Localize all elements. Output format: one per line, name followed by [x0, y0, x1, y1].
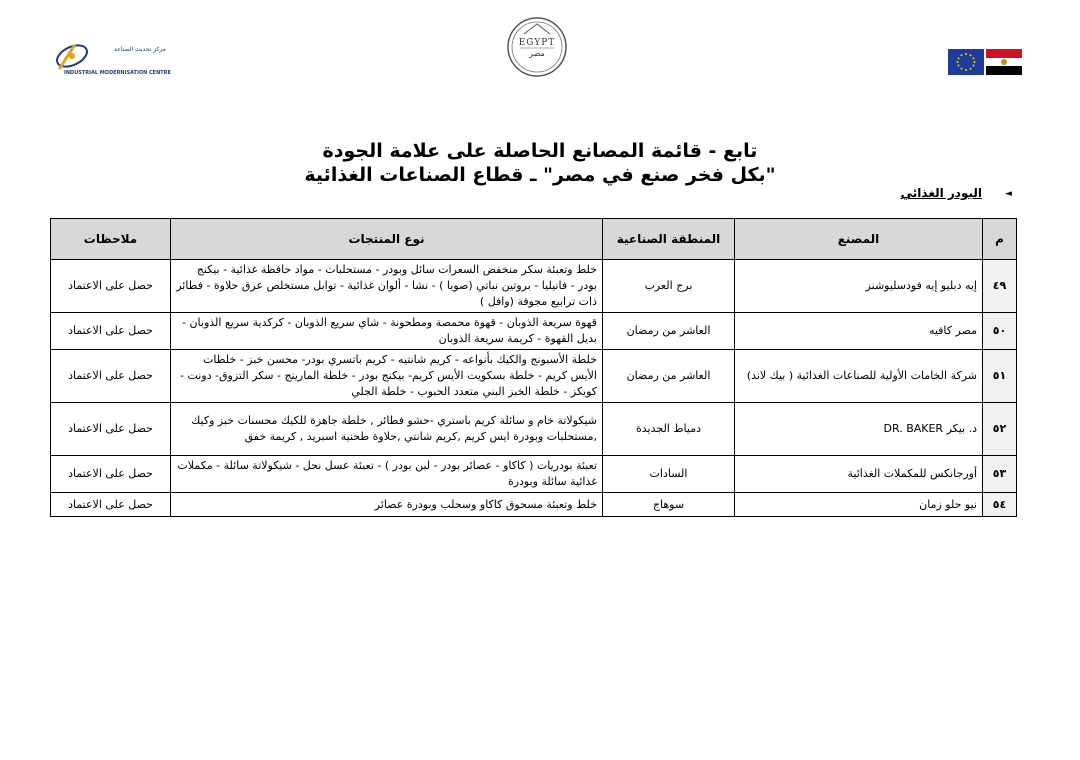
table-row [51, 313, 1017, 350]
row-products: خلط وتعبئة سكر منخفض السعرات سائل وبودر - مستحلبات - مواد حافظة غذائية - بيكنج بودر - فانيليا - بروتين نباتي (صويا ) - نشا - ألوان غذائية - توابل مستخلص عرق حلاوة - فطائر ذات ترابيع مجوفة (وافل ) [171, 260, 603, 313]
row-num: ٥٣ [983, 456, 1017, 493]
row-factory: د. بيكر DR. BAKER [735, 403, 983, 456]
page-title-line-1: تابع - قائمة المصانع الحاصلة على علامة الجودة [322, 140, 758, 162]
header-products: نوع المنتجات [171, 219, 603, 260]
row-notes: حصل على الاعتماد [51, 493, 171, 517]
made-in-egypt-seal [506, 16, 568, 78]
seal-text-ar: مصر [529, 49, 545, 58]
row-notes: حصل على الاعتماد [51, 403, 171, 456]
row-zone: سوهاج [603, 493, 735, 517]
imc-logo-text-en: INDUSTRIAL MODERNISATION CENTRE [64, 70, 171, 76]
egypt-flag-icon [986, 49, 1022, 75]
row-zone: السادات [603, 456, 735, 493]
page-title-line-2: "بكل فخر صنع في مصر" ـ قطاع الصناعات الغذائية [304, 164, 776, 186]
table-row [51, 403, 1017, 456]
bullet-arrow-icon: ◄ [1005, 189, 1012, 199]
row-products: خلطة الأسبونج والكيك بأنواعه - كريم شانتيه - كريم باتسري بودر- محسن خبز - خلطات الأيس كريم - خلطة بسكويت الأيس كريم- بيكنج بودر - خلطة المارينج - سكر التزوق- دونت - كويكز - خلطة الخبز البني متعدد الحبوب - خلطة الجلي [171, 350, 603, 403]
eu-flag-icon [948, 49, 984, 75]
row-factory: أورجانكس للمكملات الغذائية [735, 456, 983, 493]
row-num: ٥٢ [983, 403, 1017, 456]
row-products: تعبئة بودريات ( كاكاو - عصائر بودر - لبن بودر ) - تعبئة عسل نحل - شيكولاتة سائلة - مكملات غذائية سائلة وبودرة [171, 456, 603, 493]
row-num: ٤٩ [983, 260, 1017, 313]
row-notes: حصل على الاعتماد [51, 260, 171, 313]
row-zone: دمياط الجديدة [603, 403, 735, 456]
row-notes: حصل على الاعتماد [51, 456, 171, 493]
row-notes: حصل على الاعتماد [51, 313, 171, 350]
row-factory: شركة الخامات الأولية للصناعات الغذائية ( بيك لاند) [735, 350, 983, 403]
factories-table [50, 218, 1017, 517]
table-row [51, 350, 1017, 403]
header-notes: ملاحظات [51, 219, 171, 260]
row-zone: العاشر من رمضان [603, 313, 735, 350]
row-notes: حصل على الاعتماد [51, 350, 171, 403]
header-zone: المنطقة الصناعية [603, 219, 735, 260]
table-row [51, 260, 1017, 313]
row-factory: مصر كافيه [735, 313, 983, 350]
row-num: ٥٤ [983, 493, 1017, 517]
table-row [51, 456, 1017, 493]
imc-logo [52, 36, 171, 82]
row-products: خلط وتعبئة مسحوق كاكاو وسحلب وبودرة عصائر [171, 493, 603, 517]
seal-text-en: EGYPT [518, 38, 556, 48]
flags [948, 49, 1022, 75]
row-zone: برج العرب [603, 260, 735, 313]
table-row [51, 493, 1017, 517]
row-factory: إيه دبليو إيه فودسليوشنز [735, 260, 983, 313]
row-products: قهوة سريعة الذوبان - قهوة محمصة ومطحونة - شاي سريع الذوبان - كركدية سريع الذوبان - بديل القهوة - كريمة سريعة الذوبان [171, 313, 603, 350]
sector-label: البودر الغذائي [900, 186, 982, 200]
row-factory: نيو حلو زمان [735, 493, 983, 517]
row-zone: العاشر من رمضان [603, 350, 735, 403]
row-num: ٥٠ [983, 313, 1017, 350]
row-num: ٥١ [983, 350, 1017, 403]
row-products: شيكولاتة خام و سائلة كريم باستري -حشو فطائر , خلطة جاهزة للكيك محسنات خبز وكيك ,مستحلبات وبودرة ايس كريم ,كريم شانتي ,حلاوة طحنية اسبريد , كريمة خفق [171, 403, 603, 456]
header-factory: المصنع [735, 219, 983, 260]
table-header-row [51, 219, 1017, 260]
imc-logo-text-ar: مركز تحديث الصناعة [114, 46, 166, 53]
header-num: م [983, 219, 1017, 260]
